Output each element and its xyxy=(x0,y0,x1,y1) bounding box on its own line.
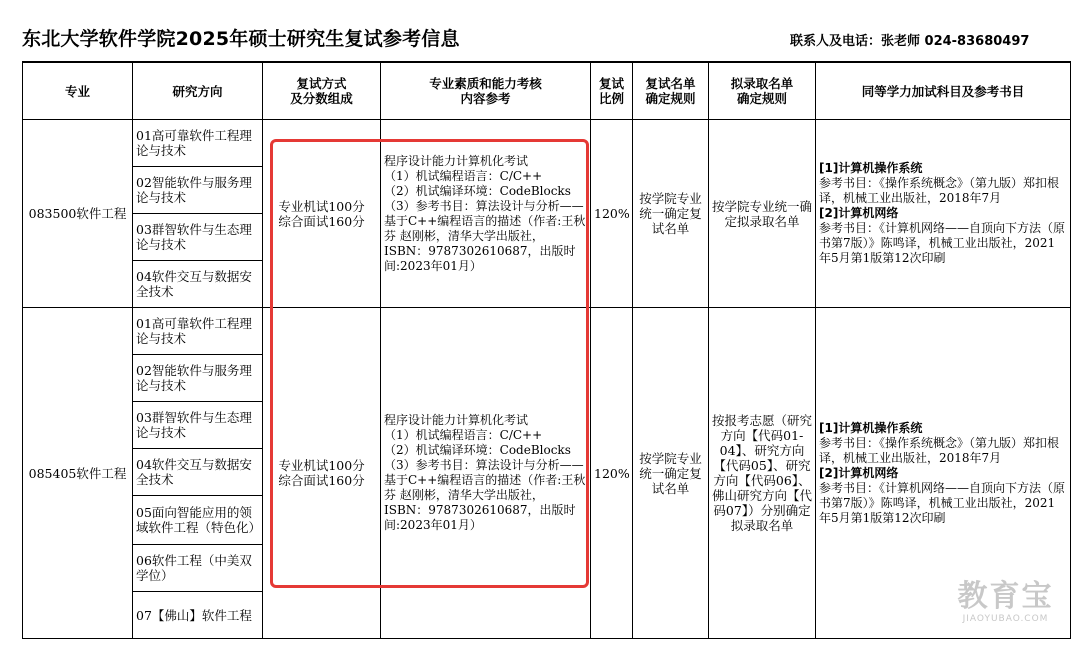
direction-cell: 01高可靠软件工程理论与技术 xyxy=(133,120,263,167)
contact-info: 联系人及电话：张老师 024-83680497 xyxy=(790,34,1030,49)
admission-rule-cell: 按报考志愿（研究方向【代码01-04】、研究方向【代码05】、研究方向【代码06】、佛山研究方向【代码07】）分别确定拟录取名单 xyxy=(709,308,816,639)
extra-subjects-cell: [1]计算机操作系统 参考书目：《操作系统概念》（第九版）郑扣根译，机械工业出版社，2018年7月 [2]计算机网络 参考书目：《计算机网络——自顶向下方法（原书第7版）》陈鸣译，机械工业出版社，2021年5月第1版第12次印刷 xyxy=(816,120,1071,308)
direction-cell: 07【佛山】软件工程 xyxy=(133,592,263,639)
direction-cell: 02智能软件与服务理论与技术 xyxy=(133,167,263,214)
score-composition-cell: 专业机试100分 综合面试160分 xyxy=(263,120,381,308)
direction-cell: 05面向智能应用的领域软件工程（特色化） xyxy=(133,496,263,545)
header-assessment-content: 专业素质和能力考核 内容参考 xyxy=(381,62,591,120)
direction-cell: 04软件交互与数据安全技术 xyxy=(133,449,263,496)
major-cell: 085405软件工程 xyxy=(23,308,133,639)
table-row xyxy=(23,308,1071,355)
admission-info-table xyxy=(22,61,1071,639)
page-title: 东北大学软件学院2025年硕士研究生复试参考信息 xyxy=(22,28,460,50)
direction-cell: 03群智软件与生态理论与技术 xyxy=(133,402,263,449)
direction-cell: 06软件工程（中美双学位） xyxy=(133,545,263,592)
interview-rule-cell: 按学院专业统一确定复试名单 xyxy=(633,120,709,308)
assessment-content-cell: 程序设计能力计算机化考试 （1）机试编程语言：C/C++ （2）机试编译环境：CodeBlocks （3）参考书目：算法设计与分析——基于C++编程语言的描述（作者:王秋芬 赵刚彬，清华大学出版社，ISBN：9787302610687，出版时间:2023年01月） xyxy=(381,308,591,639)
header-direction: 研究方向 xyxy=(133,62,263,120)
header-major: 专业 xyxy=(23,62,133,120)
major-cell: 083500软件工程 xyxy=(23,120,133,308)
table-header-row xyxy=(23,62,1071,120)
header-ratio: 复试 比例 xyxy=(591,62,633,120)
direction-cell: 02智能软件与服务理论与技术 xyxy=(133,355,263,402)
direction-cell: 04软件交互与数据安全技术 xyxy=(133,261,263,308)
watermark-url: JIAOYUBAO.COM xyxy=(962,614,1049,624)
watermark-logo xyxy=(948,580,1063,624)
header-interview-rule: 复试名单 确定规则 xyxy=(633,62,709,120)
direction-cell: 01高可靠软件工程理论与技术 xyxy=(133,308,263,355)
assessment-content-cell: 程序设计能力计算机化考试 （1）机试编程语言：C/C++ （2）机试编译环境：CodeBlocks （3）参考书目：算法设计与分析——基于C++编程语言的描述（作者:王秋芬 赵刚彬，清华大学出版社，ISBN：9787302610687，出版时间:2023年01月） xyxy=(381,120,591,308)
header-admission-rule: 拟录取名单 确定规则 xyxy=(709,62,816,120)
table-row xyxy=(23,120,1071,167)
interview-rule-cell: 按学院专业统一确定复试名单 xyxy=(633,308,709,639)
score-composition-cell: 专业机试100分 综合面试160分 xyxy=(263,308,381,639)
ratio-cell: 120% xyxy=(591,120,633,308)
admission-rule-cell: 按学院专业统一确定拟录取名单 xyxy=(709,120,816,308)
extra-subjects-cell: [1]计算机操作系统 参考书目：《操作系统概念》（第九版）郑扣根译，机械工业出版社，2018年7月 [2]计算机网络 参考书目：《计算机网络——自顶向下方法（原书第7版）》陈鸣译，机械工业出版社，2021年5月第1版第12次印刷 xyxy=(816,308,1071,639)
watermark-text: 教育宝 xyxy=(957,579,1054,614)
header-retest-method: 复试方式 及分数组成 xyxy=(263,62,381,120)
ratio-cell: 120% xyxy=(591,308,633,639)
direction-cell: 03群智软件与生态理论与技术 xyxy=(133,214,263,261)
header-extra-subjects: 同等学力加试科目及参考书目 xyxy=(816,62,1071,120)
